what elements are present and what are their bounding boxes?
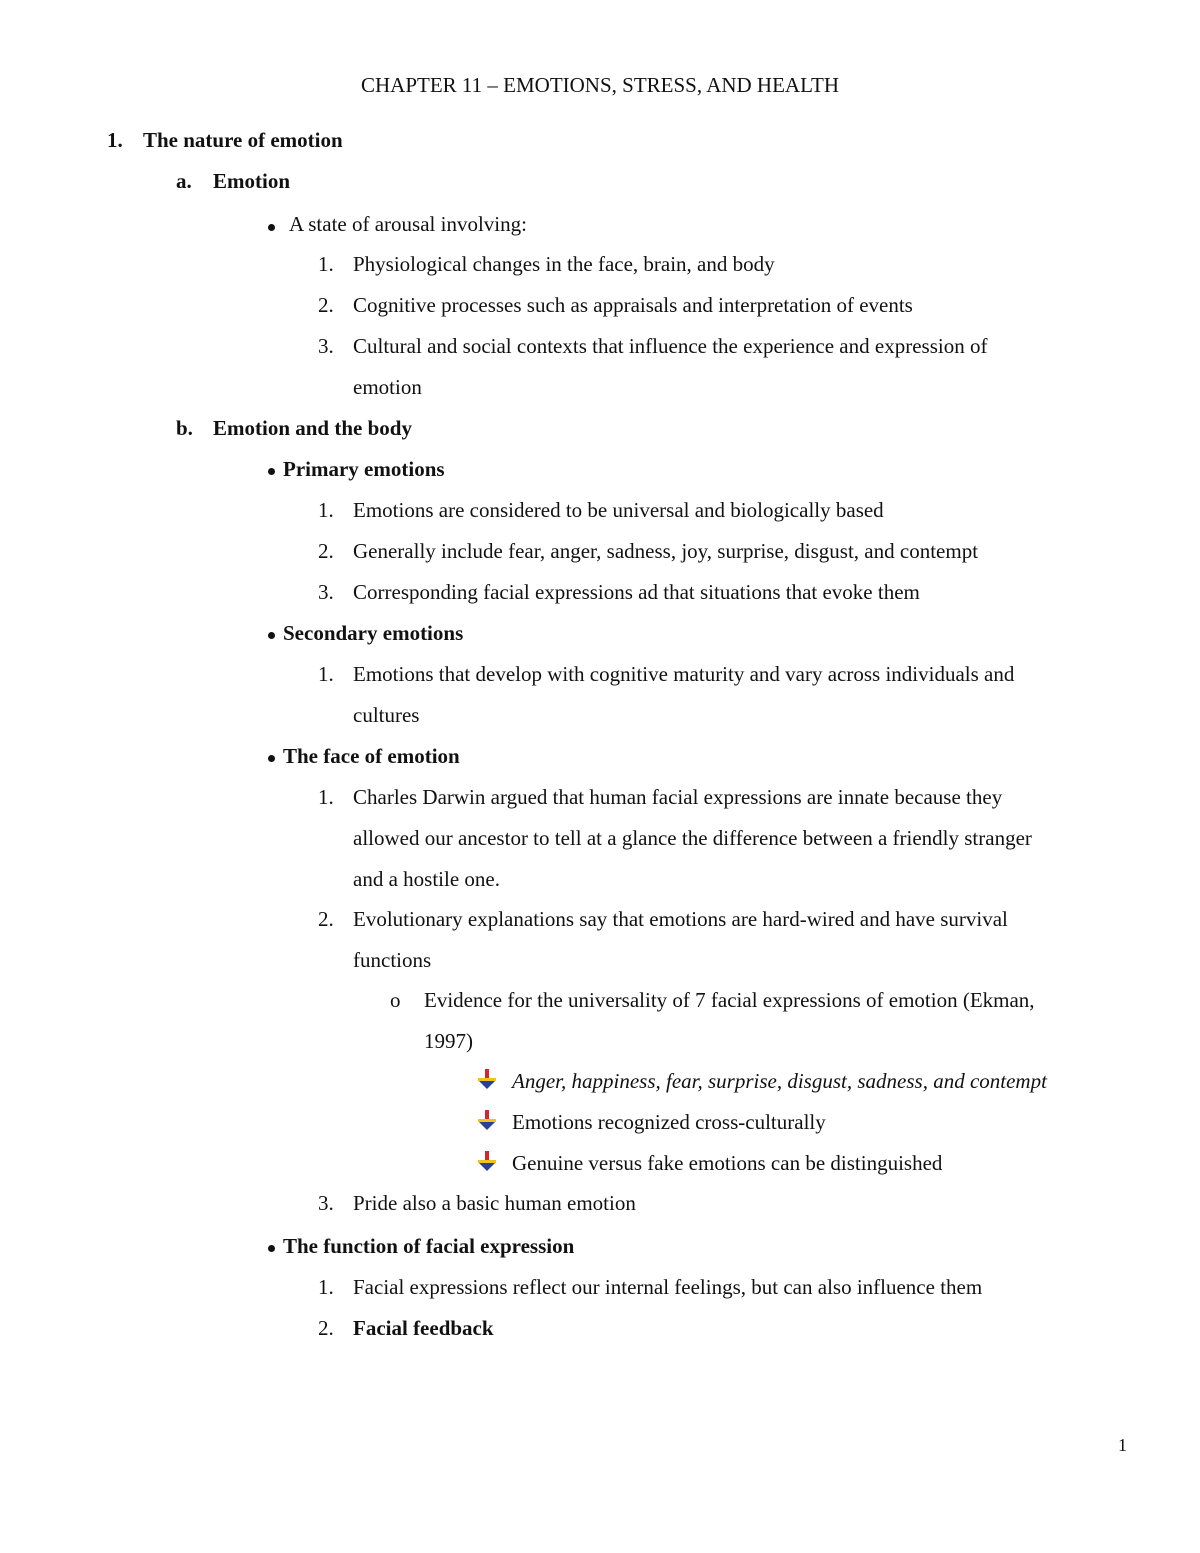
page-title: CHAPTER 11 – EMOTIONS, STRESS, AND HEALTH [361, 73, 839, 97]
sub-bullet-continuation: 1997) [424, 1029, 473, 1053]
list-item: Physiological changes in the face, brain, and body [353, 252, 775, 276]
subsection-heading: Emotion and the body [213, 416, 412, 440]
list-item-continuation: emotion [353, 375, 422, 399]
arrow-bullet-text: Emotions recognized cross-culturally [512, 1110, 826, 1134]
list-item-continuation: cultures [353, 703, 420, 727]
bullet-heading: The function of facial expression [283, 1234, 575, 1258]
list-item: Evolutionary explanations say that emotions are hard-wired and have survival [353, 907, 1008, 931]
bullet-dot-icon [268, 632, 275, 639]
bullet-dot-icon [268, 1245, 275, 1252]
list-number: 3. [318, 334, 334, 358]
list-item: Corresponding facial expressions ad that situations that evoke them [353, 580, 920, 604]
sub-bullet-marker: o [390, 988, 401, 1012]
sub-bullet-text: Evidence for the universality of 7 facial expressions of emotion (Ekman, [424, 988, 1035, 1012]
list-item: Facial expressions reflect our internal feelings, but can also influence them [353, 1275, 983, 1299]
list-item: Pride also a basic human emotion [353, 1191, 636, 1215]
subsection-letter: b. [176, 416, 193, 440]
list-item: Cultural and social contexts that influence the experience and expression of [353, 334, 988, 358]
down-arrow-bullet-icon [476, 1109, 498, 1131]
list-number: 1. [318, 252, 334, 276]
bullet-heading: Secondary emotions [283, 621, 464, 645]
list-item: Generally include fear, anger, sadness, joy, surprise, disgust, and contempt [353, 539, 979, 563]
bullet-dot-icon [268, 755, 275, 762]
list-item: Emotions that develop with cognitive maturity and vary across individuals and [353, 662, 1015, 686]
down-arrow-bullet-icon [476, 1150, 498, 1172]
list-item: Emotions are considered to be universal and biologically based [353, 498, 884, 522]
list-number: 2. [318, 1316, 334, 1340]
bullet-heading: Primary emotions [283, 457, 445, 481]
list-number: 2. [318, 293, 334, 317]
bullet-heading: The face of emotion [283, 744, 460, 768]
list-number: 1. [318, 785, 334, 809]
list-number: 1. [318, 498, 334, 522]
list-item-continuation: allowed our ancestor to tell at a glance the difference between a friendly stranger [353, 826, 1032, 850]
page-number: 1 [1118, 1435, 1127, 1455]
list-item-continuation: and a hostile one. [353, 867, 500, 891]
list-number: 1. [318, 662, 334, 686]
list-number: 1. [318, 1275, 334, 1299]
list-number: 3. [318, 580, 334, 604]
list-number: 2. [318, 539, 334, 563]
bullet-dot-icon [268, 468, 275, 475]
list-item: Facial feedback [353, 1316, 494, 1340]
list-number: 2. [318, 907, 334, 931]
subsection-letter: a. [176, 169, 192, 193]
list-item: Cognitive processes such as appraisals and interpretation of events [353, 293, 913, 317]
list-number: 3. [318, 1191, 334, 1215]
arrow-bullet-text: Anger, happiness, fear, surprise, disgust, sadness, and contempt [512, 1069, 1047, 1093]
bullet-text: A state of arousal involving: [289, 212, 527, 236]
list-item-continuation: functions [353, 948, 432, 972]
list-item: Charles Darwin argued that human facial expressions are innate because they [353, 785, 1003, 809]
section-number: 1. [107, 128, 123, 152]
section-heading: The nature of emotion [143, 128, 343, 152]
bullet-dot-icon [268, 224, 275, 231]
down-arrow-bullet-icon [476, 1068, 498, 1090]
arrow-bullet-text: Genuine versus fake emotions can be distinguished [512, 1151, 943, 1175]
subsection-heading: Emotion [213, 169, 291, 193]
